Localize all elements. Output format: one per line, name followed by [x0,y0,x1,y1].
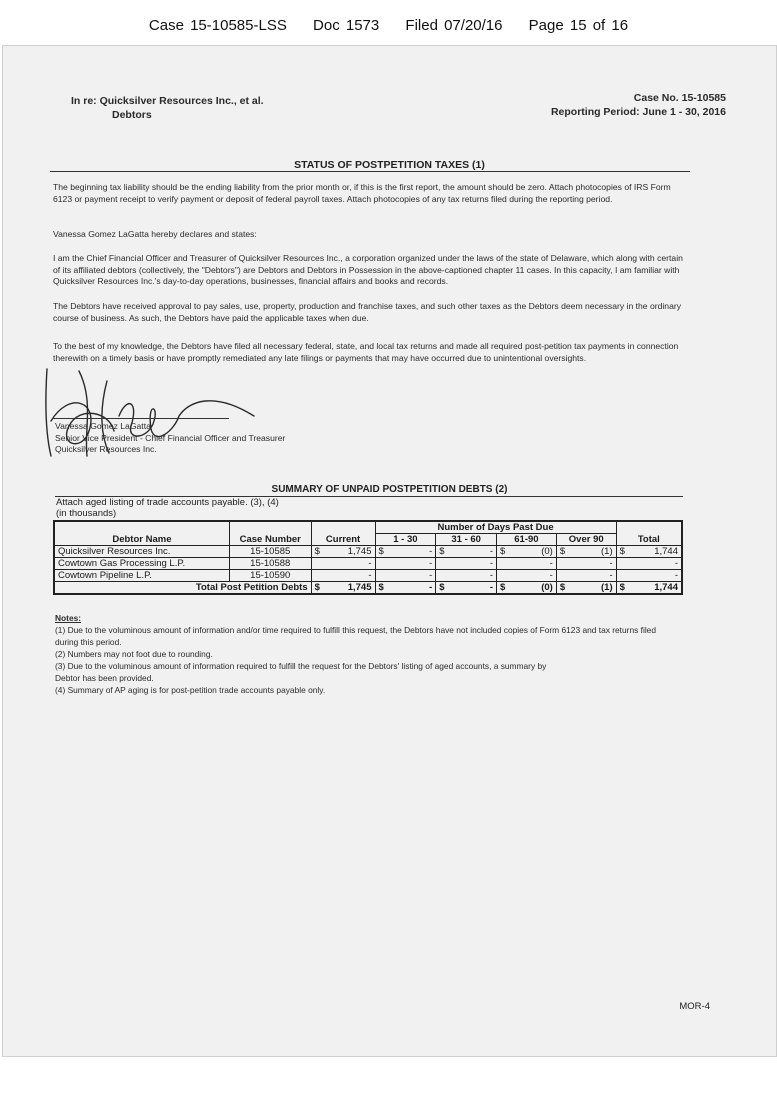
total-amount [616,546,682,558]
signatory-name: Vanessa Gomez LaGatta [55,421,151,431]
court-filing-stamp [0,17,777,34]
days-61-90-amount: - [497,558,557,570]
days-31-60-amount [436,546,497,558]
notes-title: Notes: [55,613,82,623]
amount: 1,744 [654,582,678,593]
units-note: (in thousands) [56,508,117,519]
amount: - [489,546,494,557]
signatory-title: Senior Vice President - Chief Financial Officer and Treasurer [55,432,286,443]
case-number: 15-10590 [229,570,311,582]
currency-sign: $ [500,582,506,593]
declaration-approval: The Debtors have received approval to pay sales, use, property, production and franchise taxes, and such other taxes as the Debtors deem necessary in the ordinary course of business. As such, the Debtors have paid the applicable taxes when due. [53,301,682,323]
total-61-90 [497,582,557,595]
case-number: 15-10585 [229,546,311,558]
section-divider [50,171,690,172]
total-over-90 [556,582,616,595]
current-amount: - [311,570,375,582]
amount: (1) [601,582,613,593]
declaration-knowledge: To the best of my knowledge, the Debtors have filed all necessary federal, state, and local tax returns and made all required post-petition tax payments in connection therewith on a timely basis or have promptly remediated any late filings or payments that may have occurred due to unintentional oversights. [53,341,679,363]
amount: - [429,582,433,593]
over-90-amount: - [556,558,616,570]
amount: 1,745 [347,546,372,557]
days-1-30-amount: - [375,570,436,582]
signatory-block [55,421,285,456]
amount: - [429,546,433,557]
currency-sign: $ [439,546,445,557]
debtors-label: Debtors [112,109,152,121]
stamp-filed: Filed 07/20/16 [405,17,503,34]
current-amount [311,546,375,558]
case-info [551,91,726,119]
col-current: Current [311,534,375,546]
days-1-30-amount [375,546,436,558]
currency-sign: $ [619,582,625,593]
table-row [54,546,682,558]
currency-sign: $ [314,546,320,557]
debtor-name: Cowtown Pipeline L.P. [54,570,229,582]
days-past-due-header: Number of Days Past Due [375,521,616,534]
total-amount: - [616,558,682,570]
taxes-section-title: STATUS OF POSTPETITION TAXES (1) [294,159,485,171]
col-1-30: 1 - 30 [375,534,436,546]
table-header-row [54,534,682,546]
currency-sign: $ [314,582,320,593]
col-case-number: Case Number [229,534,311,546]
totals-label: Total Post Petition Debts [54,582,311,595]
form-number: MOR-4 [679,1001,710,1012]
col-over-90: Over 90 [556,534,616,546]
col-31-60: 31 - 60 [436,534,497,546]
table-row [54,570,682,582]
table-row [54,558,682,570]
declaration-intro: Vanessa Gomez LaGatta hereby declares and states: [53,229,257,239]
summary-instructions [56,497,279,519]
col-debtor-name: Debtor Name [54,534,229,546]
over-90-amount: - [556,570,616,582]
total-current [311,582,375,595]
debtor-name: Quicksilver Resources Inc. [54,546,229,558]
debtor-name: Cowtown Gas Processing L.P. [54,558,229,570]
stamp-case: Case 15-10585-LSS [148,17,287,34]
amount: (0) [541,582,553,593]
days-1-30-amount: - [375,558,436,570]
reporting-period: Reporting Period: June 1 - 30, 2016 [550,106,726,118]
total-amount: - [616,570,682,582]
currency-sign: $ [619,546,625,557]
note-1: (1) Due to the voluminous amount of information and/or time required to fulfill this request, the Debtors have not included copies of Form 6123 and tax returns filed during this period. [55,625,656,647]
case-number: Case No. 15-10585 [633,92,726,104]
amount: 1,744 [654,546,678,557]
amount: - [489,582,494,593]
note-3b: Debtor has been provided. [55,673,154,683]
col-total: Total [616,534,682,546]
total-1-30 [375,582,436,595]
days-31-60-amount: - [436,558,497,570]
case-number: 15-10588 [229,558,311,570]
amount: (0) [541,546,553,557]
table-group-header-row [54,521,682,534]
case-caption [71,94,264,122]
currency-sign: $ [378,546,384,557]
stamp-page: Page 15 of 16 [528,17,629,34]
currency-sign: $ [559,582,566,593]
taxes-instructions: The beginning tax liability should be the ending liability from the prior month or, if this is the first report, the amount should be zero. Attach photocopies of IRS Form 6123 or payment receipt to verify payment or deposit of federal payroll taxes. Attach photocopies of any tax returns filed during the reporting period. [53,182,671,204]
days-31-60-amount: - [436,570,497,582]
currency-sign: $ [559,546,566,557]
currency-sign: $ [439,582,445,593]
amount: 1,745 [347,582,372,593]
days-61-90-amount [497,546,557,558]
amount: (1) [601,546,613,557]
attach-note: Attach aged listing of trade accounts payable. (3), (4) [56,497,279,508]
over-90-amount [556,546,616,558]
declaration-capacity: I am the Chief Financial Officer and Treasurer of Quicksilver Resources Inc., a corporation organized under the laws of the state of Delaware, which along with certain of its affiliated debtors (collectively, the "Debtors") are Debtors and Debtors in Possession in the above-captioned chapter 11 cases. In this capacity, I am familiar with Quicksilver Resources Inc.'s day-to-day operations, businesses, financial affairs and books and records. [53,253,683,286]
note-3a: (3) Due to the voluminous amount of information required to fulfill the request for the Debtors' listing of aged accounts, a summary by [55,661,547,671]
signatory-company: Quicksilver Resources Inc. [55,444,157,454]
summary-section-title: SUMMARY OF UNPAID POSTPETITION DEBTS (2) [271,484,508,495]
days-61-90-amount: - [497,570,557,582]
stamp-doc: Doc 1573 [313,17,380,34]
unpaid-debts-table [53,520,683,595]
currency-sign: $ [378,582,384,593]
document-page [2,45,777,1057]
in-re-line: In re: Quicksilver Resources Inc., et al. [71,95,264,107]
totals-row [54,582,682,595]
col-61-90: 61-90 [497,534,557,546]
current-amount: - [311,558,375,570]
currency-sign: $ [500,546,506,557]
note-4: (4) Summary of AP aging is for post-petition trade accounts payable only. [55,685,326,695]
grand-total [616,582,682,595]
notes-section [55,612,675,696]
note-2: (2) Numbers may not foot due to rounding. [55,649,213,659]
signature-line [53,418,229,419]
total-31-60 [436,582,497,595]
